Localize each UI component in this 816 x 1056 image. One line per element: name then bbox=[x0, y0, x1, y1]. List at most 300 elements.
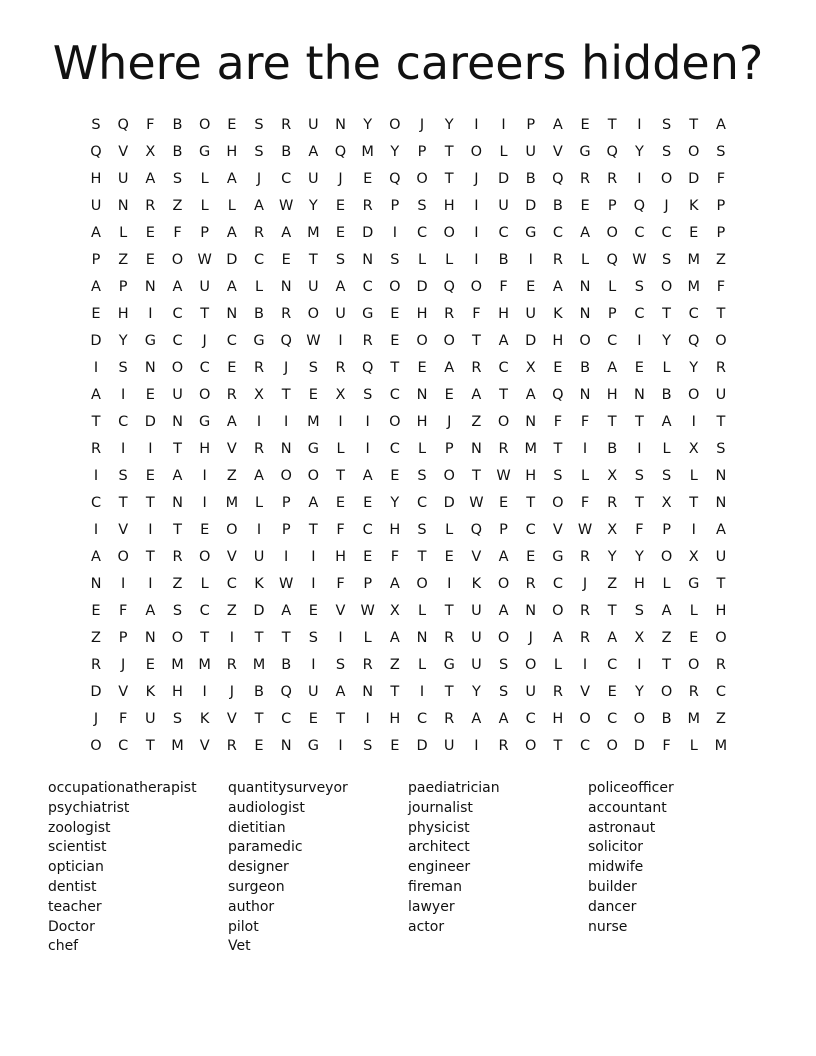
grid-letter: O bbox=[552, 603, 564, 619]
grid-letter: Z bbox=[91, 630, 101, 646]
grid-letter: G bbox=[253, 333, 265, 349]
grid-letter: T bbox=[145, 738, 155, 754]
grid-letter: S bbox=[417, 522, 427, 538]
grid-letter: R bbox=[580, 549, 591, 565]
grid-letter: N bbox=[280, 279, 292, 295]
grid-letter: O bbox=[416, 333, 428, 349]
grid-letter: L bbox=[119, 225, 128, 241]
grid-letter: S bbox=[118, 468, 128, 484]
grid-letter: K bbox=[688, 198, 699, 214]
grid-letter: U bbox=[308, 117, 319, 133]
grid-letter: U bbox=[498, 198, 509, 214]
grid-letter: F bbox=[336, 576, 345, 592]
grid-letter: I bbox=[284, 549, 289, 565]
grid-letter: E bbox=[580, 198, 590, 214]
grid-letter: X bbox=[525, 360, 536, 376]
grid-letter: L bbox=[336, 441, 345, 457]
grid-letter: N bbox=[416, 630, 428, 646]
grid-letter: L bbox=[662, 360, 671, 376]
grid-letter: F bbox=[580, 414, 590, 430]
grid-letter: W bbox=[577, 522, 593, 538]
grid-letter: R bbox=[607, 495, 618, 511]
grid-letter: G bbox=[443, 657, 455, 673]
word-item: architect bbox=[408, 839, 470, 856]
grid-letter: A bbox=[281, 603, 292, 619]
grid-letter: T bbox=[336, 468, 345, 484]
grid-letter: D bbox=[525, 333, 537, 349]
grid-letter: O bbox=[416, 171, 428, 187]
grid-letter: T bbox=[716, 576, 726, 592]
grid-letter: S bbox=[553, 468, 563, 484]
grid-letter: R bbox=[715, 657, 726, 673]
grid-letter: Q bbox=[334, 144, 347, 160]
grid-letter: E bbox=[335, 225, 346, 241]
grid-letter: O bbox=[171, 630, 184, 646]
grid-letter: S bbox=[634, 603, 644, 619]
grid-letter: V bbox=[580, 684, 590, 700]
grid-letter: Z bbox=[226, 603, 237, 619]
grid-letter: U bbox=[471, 657, 482, 673]
word-column bbox=[48, 779, 228, 957]
grid-letter: O bbox=[389, 414, 401, 430]
grid-letter: M bbox=[714, 738, 728, 754]
grid-letter: Z bbox=[172, 198, 183, 214]
grid-letter: A bbox=[498, 603, 509, 619]
grid-letter: C bbox=[525, 711, 536, 727]
grid-letter: O bbox=[525, 657, 537, 673]
grid-letter: I bbox=[419, 684, 425, 700]
grid-letter: R bbox=[145, 198, 156, 214]
grid-letter: I bbox=[392, 225, 397, 241]
grid-letter: M bbox=[307, 414, 320, 430]
grid-letter: O bbox=[389, 117, 401, 133]
grid-letter: M bbox=[171, 738, 184, 754]
grid-letter: U bbox=[471, 630, 482, 646]
word-item: paramedic bbox=[228, 839, 303, 856]
grid-letter: T bbox=[444, 144, 454, 160]
grid-letter: T bbox=[254, 630, 264, 646]
grid-letter: O bbox=[470, 279, 483, 295]
grid-row bbox=[90, 571, 736, 598]
grid-letter: S bbox=[634, 468, 644, 484]
grid-row bbox=[90, 436, 736, 463]
grid-letter: L bbox=[689, 603, 698, 619]
grid-letter: A bbox=[580, 225, 590, 241]
grid-row bbox=[91, 409, 736, 436]
grid-letter: V bbox=[226, 441, 237, 457]
grid-letter: W bbox=[306, 333, 321, 349]
grid-letter: L bbox=[662, 441, 671, 457]
grid-letter: I bbox=[148, 306, 153, 322]
grid-letter: H bbox=[606, 387, 618, 403]
grid-letter: S bbox=[172, 171, 183, 187]
grid-letter: S bbox=[308, 360, 318, 376]
grid-letter: X bbox=[145, 144, 156, 160]
grid-letter: E bbox=[200, 522, 210, 538]
grid-letter: F bbox=[336, 522, 345, 538]
grid-letter: S bbox=[254, 144, 264, 160]
grid-letter: U bbox=[90, 198, 102, 214]
grid-letter: E bbox=[335, 198, 346, 214]
word-item: policeofficer bbox=[588, 780, 674, 796]
grid-letter: D bbox=[525, 198, 537, 214]
grid-letter: Z bbox=[172, 576, 183, 592]
grid-letter: P bbox=[716, 198, 726, 214]
grid-letter: C bbox=[416, 495, 428, 511]
grid-letter: Q bbox=[633, 198, 646, 214]
word-item: pilot bbox=[228, 918, 259, 935]
grid-letter: O bbox=[443, 225, 455, 241]
grid-letter: O bbox=[171, 252, 184, 268]
word-item: nurse bbox=[588, 918, 628, 935]
grid-letter: O bbox=[198, 387, 211, 403]
grid-letter: C bbox=[172, 306, 183, 322]
grid-letter: J bbox=[229, 684, 234, 700]
grid-letter: B bbox=[498, 252, 509, 268]
word-item: psychiatrist bbox=[48, 799, 130, 816]
grid-letter: C bbox=[226, 576, 237, 592]
grid-letter: M bbox=[307, 225, 320, 241]
grid-letter: B bbox=[580, 360, 591, 376]
grid-letter: I bbox=[474, 225, 479, 241]
grid-letter: R bbox=[172, 549, 183, 565]
grid-letter: M bbox=[361, 144, 374, 160]
grid-letter: E bbox=[363, 549, 373, 565]
grid-letter: E bbox=[145, 657, 155, 673]
grid-letter: I bbox=[338, 630, 343, 646]
grid-letter: R bbox=[335, 360, 346, 376]
word-item: optician bbox=[48, 859, 104, 876]
grid-letter: B bbox=[607, 441, 618, 457]
grid-letter: L bbox=[200, 198, 209, 214]
grid-letter: O bbox=[171, 360, 184, 376]
grid-letter: G bbox=[144, 333, 156, 349]
word-item: Doctor bbox=[48, 918, 95, 935]
word-item: lawyer bbox=[408, 898, 455, 915]
grid-letter: M bbox=[687, 279, 700, 295]
grid-letter: V bbox=[118, 684, 129, 700]
word-column bbox=[228, 779, 408, 957]
grid-letter: C bbox=[199, 360, 210, 376]
grid-letter: C bbox=[226, 333, 237, 349]
grid-letter: R bbox=[471, 360, 482, 376]
grid-letter: I bbox=[528, 252, 533, 268]
grid-row bbox=[90, 193, 736, 220]
grid-letter: I bbox=[284, 414, 289, 430]
grid-letter: F bbox=[173, 225, 182, 241]
grid-letter: F bbox=[635, 522, 644, 538]
grid-letter: E bbox=[444, 387, 454, 403]
grid-letter: I bbox=[447, 576, 452, 592]
grid-letter: N bbox=[90, 576, 102, 592]
grid-letter: Q bbox=[361, 360, 374, 376]
grid-letter: X bbox=[254, 387, 264, 403]
grid-letter: V bbox=[552, 144, 563, 160]
grid-letter: Y bbox=[390, 144, 400, 160]
grid-letter: P bbox=[281, 522, 291, 538]
grid-letter: C bbox=[688, 306, 699, 322]
grid-letter: L bbox=[499, 144, 508, 160]
grid-letter: M bbox=[524, 441, 537, 457]
grid-letter: J bbox=[256, 171, 262, 187]
grid-letter: Y bbox=[634, 144, 644, 160]
grid-letter: O bbox=[307, 468, 320, 484]
grid-letter: S bbox=[172, 711, 183, 727]
grid-letter: N bbox=[226, 306, 238, 322]
grid-letter: L bbox=[254, 495, 264, 511]
grid-letter: F bbox=[118, 603, 128, 619]
grid-letter: O bbox=[579, 711, 591, 727]
grid-letter: N bbox=[172, 495, 183, 511]
grid-letter: U bbox=[471, 603, 482, 619]
grid-letter: O bbox=[552, 495, 564, 511]
grid-letter: D bbox=[144, 414, 156, 430]
grid-letter: A bbox=[471, 387, 482, 403]
grid-letter: T bbox=[145, 495, 155, 511]
grid-letter: N bbox=[144, 360, 156, 376]
grid-letter: I bbox=[338, 333, 343, 349]
grid-letter: R bbox=[281, 306, 292, 322]
grid-letter: E bbox=[390, 333, 400, 349]
grid-letter: O bbox=[416, 576, 428, 592]
word-item: midwife bbox=[588, 859, 644, 876]
grid-letter: S bbox=[417, 468, 427, 484]
grid-letter: T bbox=[471, 333, 481, 349]
grid-letter: P bbox=[200, 225, 210, 241]
grid-letter: D bbox=[443, 495, 455, 511]
grid-letter: D bbox=[688, 171, 700, 187]
grid-letter: A bbox=[661, 603, 672, 619]
grid-letter: R bbox=[90, 657, 102, 673]
grid-letter: N bbox=[280, 441, 292, 457]
grid-letter: D bbox=[362, 225, 374, 241]
grid-letter: X bbox=[607, 522, 618, 538]
grid-row bbox=[93, 706, 736, 733]
grid-letter: I bbox=[311, 657, 316, 673]
grid-letter: E bbox=[526, 549, 536, 565]
grid-letter: Z bbox=[607, 576, 618, 592]
grid-row bbox=[91, 544, 736, 571]
grid-row bbox=[90, 139, 736, 166]
grid-letter: B bbox=[525, 171, 536, 187]
grid-letter: U bbox=[117, 171, 129, 187]
grid-letter: T bbox=[390, 360, 400, 376]
grid-letter: O bbox=[660, 549, 673, 565]
grid-letter: G bbox=[525, 225, 537, 241]
grid-letter: T bbox=[118, 495, 128, 511]
grid-letter: V bbox=[335, 603, 346, 619]
word-item: chef bbox=[48, 938, 79, 955]
grid-letter: V bbox=[226, 711, 237, 727]
grid-letter: O bbox=[525, 738, 537, 754]
grid-letter: R bbox=[226, 387, 237, 403]
grid-letter: T bbox=[716, 306, 726, 322]
grid-letter: N bbox=[525, 603, 537, 619]
grid-letter: B bbox=[552, 198, 563, 214]
grid-letter: D bbox=[416, 279, 428, 295]
grid-letter: S bbox=[661, 144, 672, 160]
grid-letter: N bbox=[362, 252, 374, 268]
grid-letter: A bbox=[335, 684, 346, 700]
grid-letter: I bbox=[148, 576, 153, 592]
grid-letter: V bbox=[552, 522, 563, 538]
grid-letter: G bbox=[362, 306, 374, 322]
grid-letter: I bbox=[582, 441, 588, 457]
grid-letter: S bbox=[335, 657, 346, 673]
grid-letter: A bbox=[145, 171, 156, 187]
grid-letter: E bbox=[254, 738, 264, 754]
grid-letter: E bbox=[417, 360, 427, 376]
grid-letter: H bbox=[715, 603, 727, 619]
grid-letter: I bbox=[637, 657, 642, 673]
grid-letter: A bbox=[172, 468, 183, 484]
grid-letter: A bbox=[661, 414, 672, 430]
grid-letter: C bbox=[715, 684, 726, 700]
grid-letter: S bbox=[661, 468, 672, 484]
grid-letter: E bbox=[308, 387, 318, 403]
grid-letter: Q bbox=[443, 279, 455, 295]
grid-letter: L bbox=[417, 657, 427, 673]
grid-letter: I bbox=[121, 441, 126, 457]
grid-letter: N bbox=[144, 630, 156, 646]
grid-letter: A bbox=[91, 387, 101, 403]
grid-letter: E bbox=[607, 684, 617, 700]
grid-letter: P bbox=[417, 144, 427, 160]
grid-letter: Z bbox=[661, 630, 672, 646]
grid-letter: A bbox=[552, 117, 563, 133]
grid-letter: A bbox=[226, 171, 237, 187]
grid-letter: K bbox=[553, 306, 563, 322]
grid-letter: N bbox=[362, 684, 374, 700]
grid-letter: R bbox=[715, 360, 726, 376]
grid-letter: N bbox=[633, 387, 645, 403]
grid-letter: A bbox=[389, 576, 400, 592]
grid-letter: B bbox=[281, 657, 292, 673]
grid-letter: I bbox=[93, 468, 99, 484]
grid-letter: C bbox=[362, 279, 373, 295]
grid-letter: O bbox=[389, 279, 401, 295]
grid-letter: U bbox=[335, 306, 346, 322]
grid-letter: L bbox=[608, 279, 617, 295]
grid-letter: Y bbox=[363, 117, 373, 133]
grid-letter: N bbox=[715, 468, 727, 484]
grid-letter: J bbox=[202, 333, 207, 349]
grid-letter: S bbox=[716, 441, 726, 457]
word-item: Vet bbox=[228, 938, 251, 955]
grid-letter: A bbox=[91, 549, 101, 565]
grid-letter: C bbox=[362, 522, 373, 538]
grid-letter: A bbox=[498, 549, 509, 565]
grid-letter: Q bbox=[688, 333, 700, 349]
grid-letter: A bbox=[498, 711, 509, 727]
grid-letter: E bbox=[281, 252, 291, 268]
grid-row bbox=[90, 166, 736, 193]
grid-letter: E bbox=[526, 279, 536, 295]
grid-letter: T bbox=[200, 306, 210, 322]
grid-letter: U bbox=[145, 711, 156, 727]
grid-letter: W bbox=[469, 495, 484, 511]
grid-letter: A bbox=[254, 468, 264, 484]
grid-letter: C bbox=[498, 360, 509, 376]
grid-letter: U bbox=[525, 306, 537, 322]
grid-letter: E bbox=[444, 549, 454, 565]
grid-letter: C bbox=[552, 225, 563, 241]
grid-letter: X bbox=[389, 603, 400, 619]
grid-letter: D bbox=[416, 738, 428, 754]
grid-letter: N bbox=[172, 414, 183, 430]
grid-letter: R bbox=[444, 630, 455, 646]
grid-letter: M bbox=[171, 657, 184, 673]
grid-letter: P bbox=[281, 495, 291, 511]
grid-letter: F bbox=[553, 414, 563, 430]
grid-letter: S bbox=[172, 603, 183, 619]
grid-row bbox=[91, 247, 736, 274]
grid-letter: I bbox=[637, 441, 642, 457]
grid-letter: C bbox=[525, 522, 536, 538]
grid-letter: B bbox=[254, 306, 264, 322]
grid-letter: U bbox=[715, 549, 727, 565]
grid-letter: T bbox=[662, 657, 671, 673]
grid-letter: I bbox=[474, 252, 479, 268]
grid-letter: P bbox=[91, 252, 101, 268]
grid-letter: H bbox=[552, 711, 564, 727]
grid-letter: C bbox=[607, 657, 618, 673]
grid-letter: E bbox=[689, 630, 699, 646]
grid-letter: T bbox=[607, 117, 617, 133]
grid-letter: N bbox=[335, 117, 346, 133]
grid-letter: A bbox=[172, 279, 183, 295]
grid-row bbox=[93, 463, 736, 490]
grid-letter: A bbox=[91, 279, 101, 295]
grid-letter: M bbox=[198, 657, 211, 673]
grid-letter: E bbox=[145, 252, 155, 268]
grid-letter: J bbox=[447, 414, 452, 430]
grid-letter: V bbox=[118, 522, 129, 538]
word-item: designer bbox=[228, 859, 289, 876]
grid-letter: A bbox=[715, 522, 726, 538]
grid-letter: S bbox=[118, 360, 128, 376]
grid-letter: O bbox=[606, 225, 618, 241]
grid-letter: Y bbox=[308, 198, 318, 214]
word-item: dentist bbox=[48, 878, 97, 895]
grid-letter: L bbox=[689, 738, 698, 754]
grid-letter: B bbox=[661, 711, 672, 727]
grid-letter: L bbox=[581, 468, 590, 484]
grid-letter: S bbox=[254, 117, 264, 133]
grid-letter: X bbox=[688, 549, 699, 565]
grid-letter: R bbox=[362, 198, 373, 214]
grid-letter: S bbox=[363, 387, 373, 403]
grid-letter: I bbox=[256, 414, 262, 430]
grid-letter: E bbox=[308, 711, 318, 727]
grid-letter: I bbox=[474, 738, 479, 754]
grid-letter: Z bbox=[389, 657, 400, 673]
grid-letter: H bbox=[389, 711, 401, 727]
grid-letter: W bbox=[279, 198, 294, 214]
grid-letter: T bbox=[444, 171, 454, 187]
grid-letter: T bbox=[662, 306, 671, 322]
word-item: zoologist bbox=[48, 819, 111, 836]
grid-letter: O bbox=[688, 657, 700, 673]
grid-letter: U bbox=[308, 279, 319, 295]
grid-letter: I bbox=[365, 711, 370, 727]
grid-letter: A bbox=[226, 225, 237, 241]
grid-letter: Q bbox=[552, 171, 564, 187]
grid-letter: A bbox=[607, 360, 618, 376]
grid-letter: T bbox=[145, 549, 155, 565]
grid-letter: J bbox=[419, 117, 425, 133]
grid-row bbox=[91, 274, 736, 301]
